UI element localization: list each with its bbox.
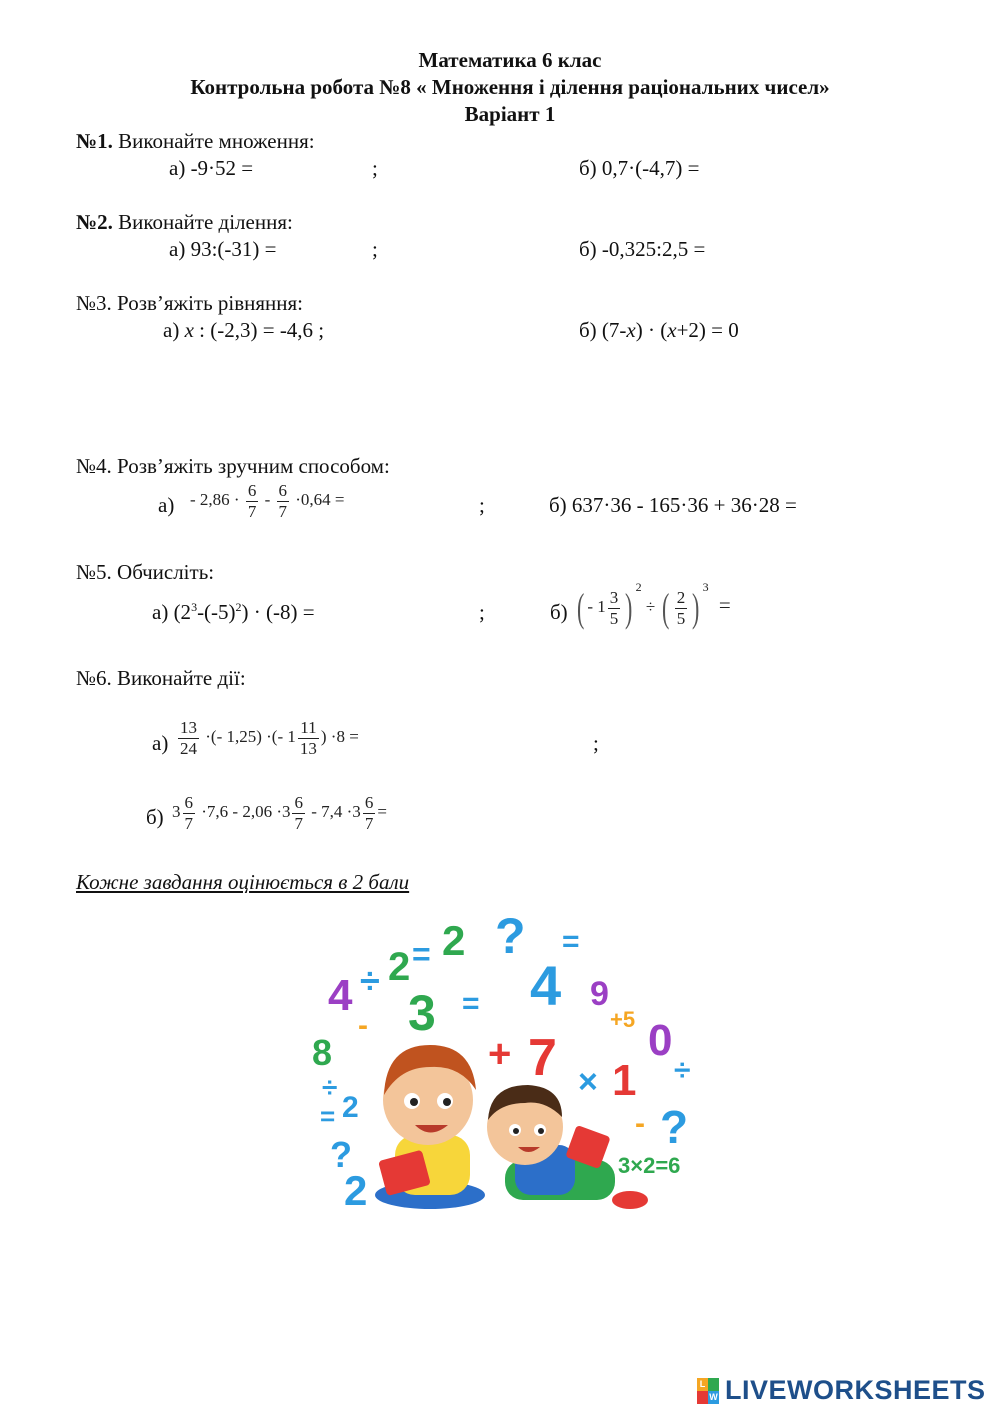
symbol-2b: 2 bbox=[442, 917, 466, 964]
symbol-div2: ÷ bbox=[674, 1054, 691, 1087]
task3-a-variable: x bbox=[184, 318, 194, 342]
task6-b-expression: 3 $\frac{6}{7}$ ·7,6 - 2,06 ·3 $\frac{6}{7}$ - 7,4 ·3 $\frac{6}{7}$ = bbox=[172, 793, 387, 833]
task2-number: №2. bbox=[76, 210, 113, 234]
symbol-8: 8 bbox=[312, 1032, 333, 1073]
task6-b-fraction3: $\frac{6}{7}$ bbox=[364, 793, 374, 833]
task5-semicolon: ; bbox=[479, 600, 485, 624]
symbol-2d: 2 bbox=[344, 1167, 368, 1214]
task1-a: а) -9·52 = bbox=[169, 156, 254, 180]
task6-a-fraction1: $\frac{13}{24}$ bbox=[180, 718, 197, 758]
task3-b-variable-1: x bbox=[626, 318, 636, 342]
task2-a: а) 93:(-31) = bbox=[169, 237, 277, 261]
task5-b-expression: ( - 1 $\frac{3}{5}$ ) $^2$ ÷ ( $\frac{2}{5}$ ) $^3$ = bbox=[576, 580, 731, 631]
right-paren: ) bbox=[625, 585, 633, 631]
symbol-2: 2 bbox=[388, 945, 411, 989]
task6-a-expression: $\frac{13}{24}$ ·(- 1,25) ·(- 1 $\frac{11}{13}$ ) ·8 = bbox=[180, 718, 359, 758]
task3-a bbox=[163, 318, 324, 343]
task1-semicolon: ; bbox=[372, 156, 378, 180]
task5-b-label: б) bbox=[550, 600, 568, 624]
task4-a-expression bbox=[190, 481, 345, 521]
left-paren: ( bbox=[576, 585, 585, 631]
task1-text: Виконайте множення: bbox=[112, 129, 315, 153]
symbol-4b: 4 bbox=[530, 954, 562, 1017]
symbol-question3: ? bbox=[330, 1134, 352, 1175]
task5-a: а) $(2^3-(-5)^2) \cdot (-8)$ = bbox=[152, 600, 315, 624]
doc-title: Математика 6 клас bbox=[418, 48, 602, 72]
task3-b bbox=[579, 318, 739, 343]
doc-variant: Варіант 1 bbox=[464, 102, 556, 126]
task1-heading bbox=[76, 129, 315, 154]
kids-math-illustration bbox=[300, 905, 720, 1225]
symbol-times: × bbox=[578, 1063, 598, 1101]
symbol-2c: 2 bbox=[342, 1091, 359, 1124]
task4-a-label: а) bbox=[158, 493, 175, 517]
task1-number: №1. bbox=[76, 129, 113, 153]
task2-text: Виконайте ділення: bbox=[112, 210, 293, 234]
symbol-div3: ÷ bbox=[322, 1072, 338, 1103]
symbol-3: 3 bbox=[408, 985, 436, 1041]
task4-a-term1: - 2,86 · bbox=[190, 489, 240, 509]
symbol-7: 7 bbox=[528, 1029, 557, 1087]
task3-a-rest: : (-2,3) = -4,6 ; bbox=[193, 318, 325, 342]
symbol-9: 9 bbox=[590, 975, 609, 1013]
symbol-eq4: = bbox=[320, 1101, 336, 1131]
task4-a-minus: - bbox=[264, 489, 271, 509]
task6-b-label: б) bbox=[146, 805, 164, 829]
task5-a-exponent2: 2 bbox=[235, 600, 242, 614]
symbol-minus2: - bbox=[635, 1107, 645, 1140]
task3-b-variable-2: x bbox=[667, 318, 677, 342]
task6-a-label: а) bbox=[152, 731, 169, 755]
task4-semicolon: ; bbox=[479, 493, 485, 517]
task4-b: б) 637·36 - 165·36 + 36·28 = bbox=[549, 493, 797, 517]
task6-heading: №6. Виконайте дії: bbox=[76, 666, 246, 690]
task3-a-prefix: а) bbox=[163, 318, 185, 342]
symbol-question: ? bbox=[495, 908, 526, 964]
doc-subtitle: Контрольна робота №8 « Множення і ділення раціональних чисел» bbox=[190, 75, 830, 99]
logo-badge-w: W bbox=[709, 1391, 718, 1402]
task2-b: б) -0,325:2,5 = bbox=[579, 237, 706, 261]
task5-b-fraction1: $\frac{3}{5}$ bbox=[609, 588, 619, 628]
task2-heading bbox=[76, 210, 293, 235]
logo-badge-icon bbox=[697, 1378, 719, 1404]
task1-b: б) 0,7·(-4,7) = bbox=[579, 156, 700, 180]
symbol-plus: + bbox=[488, 1032, 512, 1076]
symbol-equation: 3×2=6 bbox=[618, 1153, 681, 1178]
task6-b-fraction1: $\frac{6}{7}$ bbox=[184, 793, 193, 833]
task4-a-fraction1: $\frac{6}{7}$ bbox=[247, 481, 257, 521]
task4-heading: №4. Розв’яжіть зручним способом: bbox=[76, 454, 390, 478]
symbol-eq: = bbox=[412, 936, 431, 972]
task3-b-prefix: б) (7- bbox=[579, 318, 627, 342]
task3-heading: №3. Розв’яжіть рівняння: bbox=[76, 291, 304, 315]
task6-b-fraction2: $\frac{6}{7}$ bbox=[294, 793, 303, 833]
logo-text: LIVEWORKSHEETS bbox=[725, 1375, 986, 1405]
symbol-eq3: = bbox=[462, 987, 480, 1020]
symbol-plus5: +5 bbox=[610, 1007, 636, 1032]
liveworksheets-logo[interactable] bbox=[697, 1375, 986, 1406]
symbol-eq2: = bbox=[562, 925, 580, 958]
task4-a-fraction2: $\frac{6}{7}$ bbox=[278, 481, 287, 521]
task3-b-mid: ) · ( bbox=[635, 318, 668, 342]
task6-a-fraction2: $\frac{11}{13}$ bbox=[299, 718, 317, 758]
symbol-div: ÷ bbox=[360, 960, 380, 1001]
symbol-0: 0 bbox=[648, 1016, 673, 1065]
symbol-4: 4 bbox=[328, 971, 353, 1020]
task5-heading: №5. Обчисліть: bbox=[76, 560, 215, 584]
symbol-1: 1 bbox=[612, 1056, 637, 1105]
division-sign: ÷ bbox=[645, 596, 656, 616]
logo-badge-green bbox=[708, 1378, 719, 1391]
symbol-question2: ? bbox=[660, 1101, 689, 1153]
task5-b-fraction2: $\frac{2}{5}$ bbox=[676, 588, 686, 628]
grading-note: Кожне завдання оцінюється в 2 бали bbox=[76, 870, 410, 894]
logo-badge-red bbox=[697, 1391, 708, 1404]
task6-a-semicolon: ; bbox=[593, 731, 599, 755]
logo-badge-l: L bbox=[697, 1378, 708, 1391]
task4-a-term3: ·0,64 = bbox=[295, 489, 345, 509]
boy-reading-left bbox=[375, 1045, 485, 1209]
task3-b-rest: +2) = 0 bbox=[676, 318, 739, 342]
symbol-minus: - bbox=[358, 1009, 368, 1042]
task2-semicolon: ; bbox=[372, 237, 378, 261]
task5-a-exponent1: 3 bbox=[191, 600, 198, 614]
